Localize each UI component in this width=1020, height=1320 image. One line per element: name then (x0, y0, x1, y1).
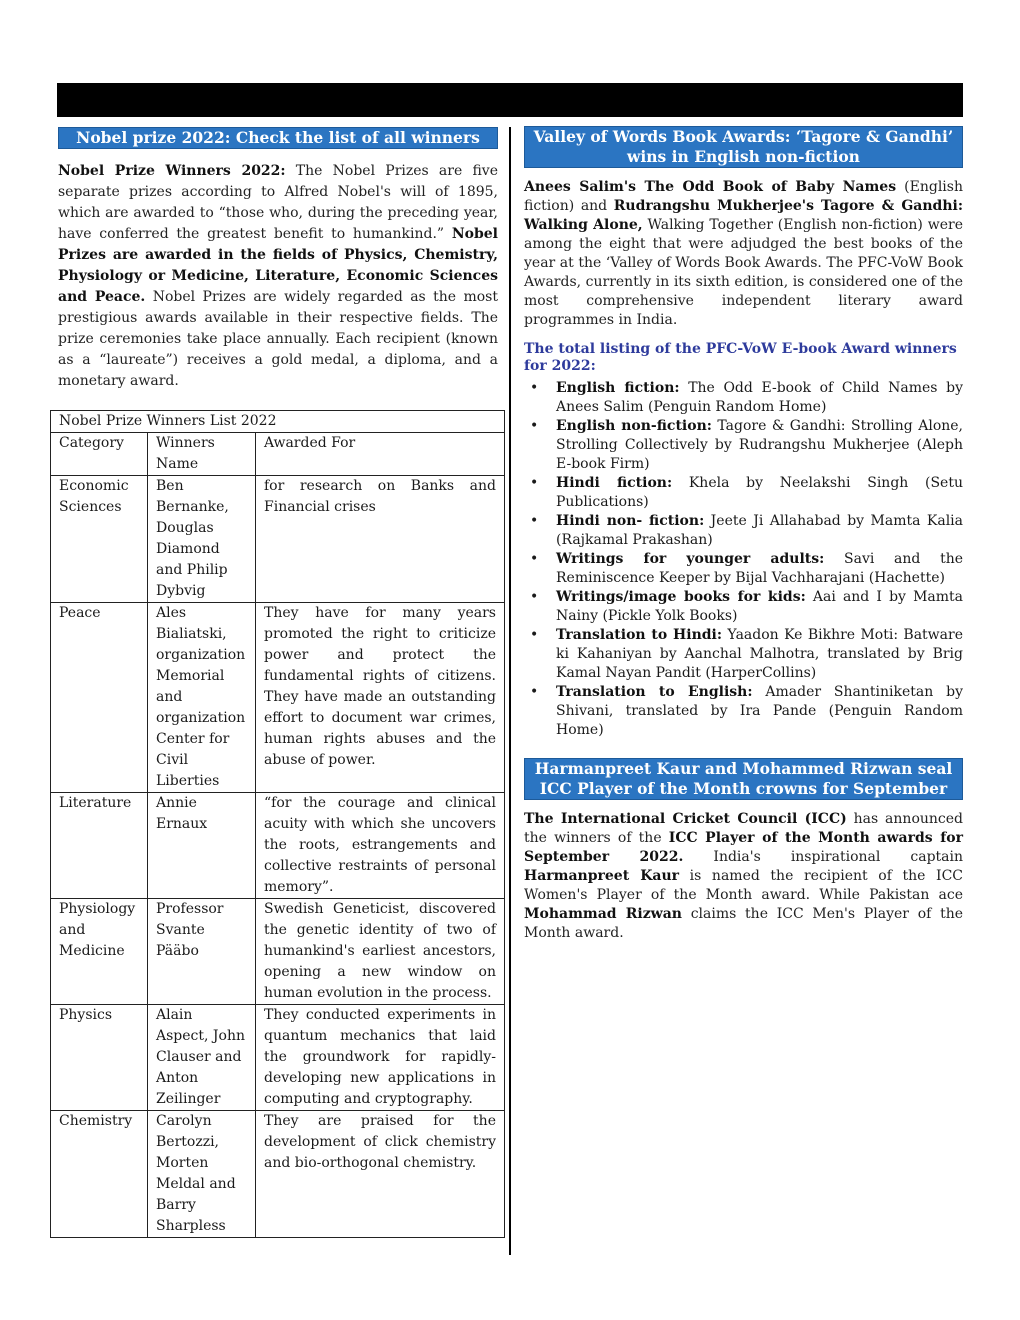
award-label: English non-fiction: (556, 418, 712, 434)
right-column (524, 126, 963, 943)
bullet-icon: • (530, 380, 539, 396)
header-category: Category (51, 433, 148, 476)
vow-bold-1: Anees Salim's The Odd Book of Baby Names (524, 179, 897, 195)
list-item (524, 626, 963, 683)
icc-section-header: Harmanpreet Kaur and Mohammed Rizwan seal ICC Player of the Month crowns for September (524, 758, 963, 800)
intro-bold: Nobel Prizes are awarded in the fields of Physics, Chemistry, Physiology or Medicine, Literature, Economic Sciences and Peace. (58, 226, 498, 305)
row-winners: Ales Bialiatski, organization Memorial and organization Center for Civil Liberties (148, 603, 256, 793)
table-row (51, 476, 505, 603)
row-winners: Alain Aspect, John Clauser and Anton Zeilinger (148, 1005, 256, 1111)
table-row (51, 899, 505, 1005)
icc-paragraph (524, 810, 963, 943)
vow-section-header: Valley of Words Book Awards: ‘Tagore & Gandhi’ wins in English non-fiction (524, 126, 963, 168)
row-winners: Carolyn Bertozzi, Morten Meldal and Barry Sharpless (148, 1111, 256, 1238)
row-winners: Professor Svante Pääbo (148, 899, 256, 1005)
list-item (524, 474, 963, 512)
nobel-intro-paragraph (58, 161, 498, 392)
row-awarded: They have for many years promoted the right to criticize power and protect the fundamental rights of citizens. They have made an outstanding effort to document war crimes, human rights abuses and the abuse of power. (256, 603, 505, 793)
table-row (51, 793, 505, 899)
award-text: Amader Shantiniketan by Shivani, translated by Ira Pande (Penguin Random Home) (556, 684, 963, 738)
header-winners: Winners Name (148, 433, 256, 476)
intro-text-2: Nobel Prizes are widely regarded as the most prestigious awards available in their respective fields. The prize ceremonies take place annually. Each recipient (known as a “laureate”) receives a gold medal, a diploma, and a monetary award. (58, 289, 498, 389)
list-item (524, 417, 963, 474)
icc-text-2: India's inspirational captain (683, 849, 963, 865)
award-label: Writings/image books for kids: (556, 589, 806, 605)
row-category: Economic Sciences (51, 476, 148, 603)
award-text: Jeete Ji Allahabad by Mamta Kalia (Rajkamal Prakashan) (556, 513, 963, 548)
icc-text-1: has announced the winners of the (524, 811, 963, 846)
intro-text-1: The Nobel Prizes are five separate prizes according to Alfred Nobel's will of 1895, which are awarded to “those who, during the preceding year, have conferred the greatest benefit to humankind.” (58, 163, 498, 242)
list-item (524, 512, 963, 550)
vow-text-2: Walking Together (English non-fiction) were among the eight that were adjudged the best books of the year at the ‘Valley of Words Book Awards. The PFC-VoW Book Awards, currently in its sixth edition, is considered one of the most comprehensive independent literary award programmes in India. (524, 217, 963, 328)
row-category: Physiology and Medicine (51, 899, 148, 1005)
row-awarded: “for the courage and clinical acuity with which she uncovers the roots, estrangements and collective restraints of personal memory”. (256, 793, 505, 899)
row-awarded: Swedish Geneticist, discovered the genetic identity of two of humankind's earliest ancestors, opening a new window on human evolution in the process. (256, 899, 505, 1005)
award-text: Tagore & Gandhi: Strolling Alone, Strolling Collectively by Rudrangshu Mukherjee (Aleph E-book Firm) (556, 418, 963, 472)
list-item (524, 550, 963, 588)
table-row (51, 1005, 505, 1111)
icc-bold-4: Mohammad Rizwan (524, 906, 682, 922)
icc-bold-1: The International Cricket Council (ICC) (524, 811, 847, 827)
bullet-icon: • (530, 684, 539, 700)
row-category: Literature (51, 793, 148, 899)
award-label: Hindi non- fiction: (556, 513, 705, 529)
nobel-winners-table (50, 410, 505, 1238)
award-text: Khela by Neelakshi Singh (Setu Publications) (556, 475, 963, 510)
table-row (51, 603, 505, 793)
icc-text-4: claims the ICC Men's Player of the Month award. (524, 906, 963, 941)
row-category: Chemistry (51, 1111, 148, 1238)
intro-lead: Nobel Prize Winners 2022: (58, 163, 286, 179)
list-item (524, 683, 963, 740)
row-awarded: They conducted experiments in quantum mechanics that laid the groundwork for rapidly-developing new applications in computing and cryptography. (256, 1005, 505, 1111)
bullet-icon: • (530, 418, 539, 434)
award-text: Savi and the Reminiscence Keeper by Bijal Vachharajani (Hachette) (556, 551, 963, 586)
bullet-icon: • (530, 627, 539, 643)
table-title-row (51, 411, 505, 433)
row-winners: Ben Bernanke, Douglas Diamond and Philip Dybvig (148, 476, 256, 603)
award-label: Translation to Hindi: (556, 627, 723, 643)
table-row (51, 1111, 505, 1238)
bullet-icon: • (530, 475, 539, 491)
list-item (524, 379, 963, 417)
bullet-icon: • (530, 513, 539, 529)
nobel-section-header: Nobel prize 2022: Check the list of all winners (58, 127, 498, 149)
vow-bold-2: Rudrangshu Mukherjee's Tagore & Gandhi: Walking Alone, (524, 198, 963, 233)
icc-bold-2: ICC Player of the Month awards for September 2022. (524, 830, 963, 865)
award-text: The Odd E-book of Child Names by Anees Salim (Penguin Random Home) (556, 380, 963, 415)
table-header-row (51, 433, 505, 476)
award-label: English fiction: (556, 380, 680, 396)
row-category: Peace (51, 603, 148, 793)
vow-winners-list (524, 379, 963, 740)
row-awarded: They are praised for the development of click chemistry and bio-orthogonal chemistry. (256, 1111, 505, 1238)
left-column (58, 127, 498, 392)
award-text: Yaadon Ke Bikhre Moti: Batware ki Kahaniyan by Aanchal Malhotra, translated by Brig Kamal Nayan Pandit (HarperCollins) (556, 627, 963, 681)
bullet-icon: • (530, 589, 539, 605)
vow-paragraph (524, 178, 963, 330)
top-banner-bar (57, 83, 963, 117)
row-winners: Annie Ernaux (148, 793, 256, 899)
vow-subheading: The total listing of the PFC-VoW E-book Award winners for 2022: (524, 341, 957, 374)
award-text: Aai and I by Mamta Nainy (Pickle Yolk Books) (556, 589, 963, 624)
column-divider (509, 127, 511, 1255)
vow-text-1: (English fiction) and (524, 179, 963, 214)
award-label: Hindi fiction: (556, 475, 673, 491)
header-awarded: Awarded For (256, 433, 505, 476)
row-awarded: for research on Banks and Financial crises (256, 476, 505, 603)
table-title: Nobel Prize Winners List 2022 (51, 411, 505, 433)
icc-bold-3: Harmanpreet Kaur (524, 868, 680, 884)
row-category: Physics (51, 1005, 148, 1111)
icc-text-3: is named the recipient of the ICC Women's Player of the Month award. While Pakistan ace (524, 868, 963, 903)
award-label: Writings for younger adults: (556, 551, 825, 567)
bullet-icon: • (530, 551, 539, 567)
list-item (524, 588, 963, 626)
award-label: Translation to English: (556, 684, 753, 700)
